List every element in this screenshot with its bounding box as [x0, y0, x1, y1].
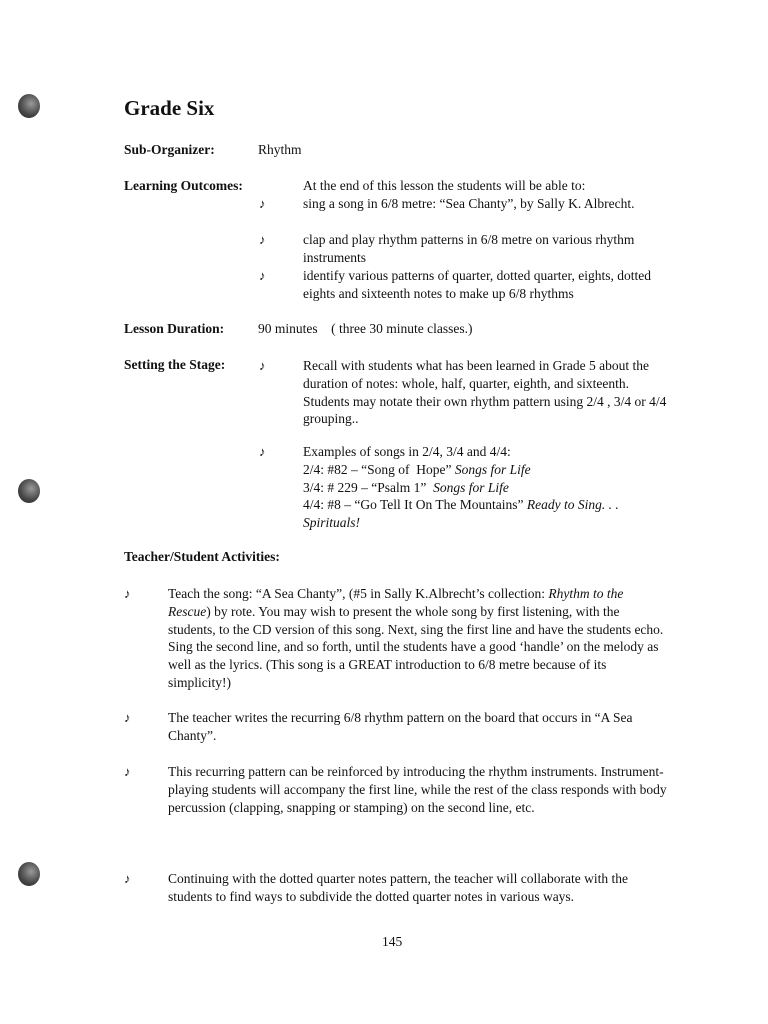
outcome-item: identify various patterns of quarter, dotted quarter, eights, dotted eights and sixteenth notes to make up 6/8 rhythms	[303, 268, 651, 301]
setting-stage-item: Recall with students what has been learned in Grade 5 about the duration of notes: whole, half, quarter, eighth, and sixteenth. Students may notate their own rhythm pattern using 2/4 , 3/4 or 4/4 grouping..	[303, 358, 667, 427]
activities-heading: Teacher/Student Activities:	[124, 549, 280, 564]
music-note-bullet-icon: ♪	[259, 268, 266, 283]
example-line	[303, 461, 673, 479]
learning-outcomes-intro: At the end of this lesson the students will be able to:	[303, 178, 586, 193]
activity-item: This recurring pattern can be reinforced by introducing the rhythm instruments. Instrument-playing students will accompany the first line, while the rest of the class responds with body percussion (clapping, snapping or stamping) on the second line, etc.	[168, 764, 667, 815]
outcome-item: clap and play rhythm patterns in 6/8 metre on various rhythm instruments	[303, 232, 635, 265]
activity-item: Continuing with the dotted quarter notes pattern, the teacher will collaborate with the students to find ways to subdivide the dotted quarter notes in various ways.	[168, 871, 628, 904]
music-note-bullet-icon: ♪	[259, 232, 266, 247]
learning-outcomes-label: Learning Outcomes:	[124, 178, 243, 193]
activity-item: The teacher writes the recurring 6/8 rhythm pattern on the board that occurs in “A Sea Chanty”.	[168, 710, 633, 743]
page-number: 145	[382, 934, 403, 949]
example-line	[303, 479, 673, 497]
music-note-bullet-icon: ♪	[259, 444, 266, 459]
example-text: 2/4: #82 – “Song of Hope”	[303, 461, 455, 477]
music-note-bullet-icon: ♪	[124, 764, 131, 779]
sub-organizer-label: Sub-Organizer:	[124, 142, 215, 157]
page-title: Grade Six	[124, 96, 215, 120]
example-text: 4/4: #8 – “Go Tell It On The Mountains”	[303, 497, 527, 513]
music-note-bullet-icon: ♪	[259, 358, 266, 373]
outcome-item: sing a song in 6/8 metre: “Sea Chanty”, by Sally K. Albrecht.	[303, 196, 635, 211]
punch-hole-top	[18, 94, 40, 118]
music-note-bullet-icon: ♪	[124, 586, 131, 601]
punch-hole-bottom	[18, 862, 40, 886]
example-source: Songs for Life	[454, 461, 531, 477]
example-source: Songs for Life	[433, 479, 509, 495]
example-line	[303, 496, 673, 532]
setting-stage-label: Setting the Stage:	[124, 357, 226, 372]
examples-intro: Examples of songs in 2/4, 3/4 and 4/4:	[303, 444, 511, 459]
activity-text: Teach the song: “A Sea Chanty”, (#5 in Sally K.Albrecht’s collection:	[168, 586, 549, 601]
activity-item	[168, 585, 664, 692]
example-source: Ready to Sing. . . Spirituals!	[303, 497, 619, 531]
lesson-duration-label: Lesson Duration:	[124, 321, 225, 336]
music-note-bullet-icon: ♪	[259, 196, 266, 211]
collection-title: Rhythm to the Rescue	[168, 586, 624, 619]
punch-hole-middle	[18, 479, 40, 503]
setting-stage-examples	[303, 443, 673, 532]
sub-organizer-value: Rhythm	[258, 142, 302, 157]
music-note-bullet-icon: ♪	[124, 871, 131, 886]
lesson-duration-value: 90 minutes ( three 30 minute classes.)	[258, 321, 473, 336]
example-text: 3/4: # 229 – “Psalm 1”	[303, 479, 434, 495]
activity-text: ) by rote. You may wish to present the whole song by first listening, with the students, to the CD version of this song. Next, sing the first line and have the students echo. Sing the second line, and so forth, until the students have a good ‘handle’ on the melody as well as the lyrics. (This song is a GREAT introduction to 6/8 metre because of its simplicity!)	[168, 603, 664, 690]
music-note-bullet-icon: ♪	[124, 710, 131, 725]
